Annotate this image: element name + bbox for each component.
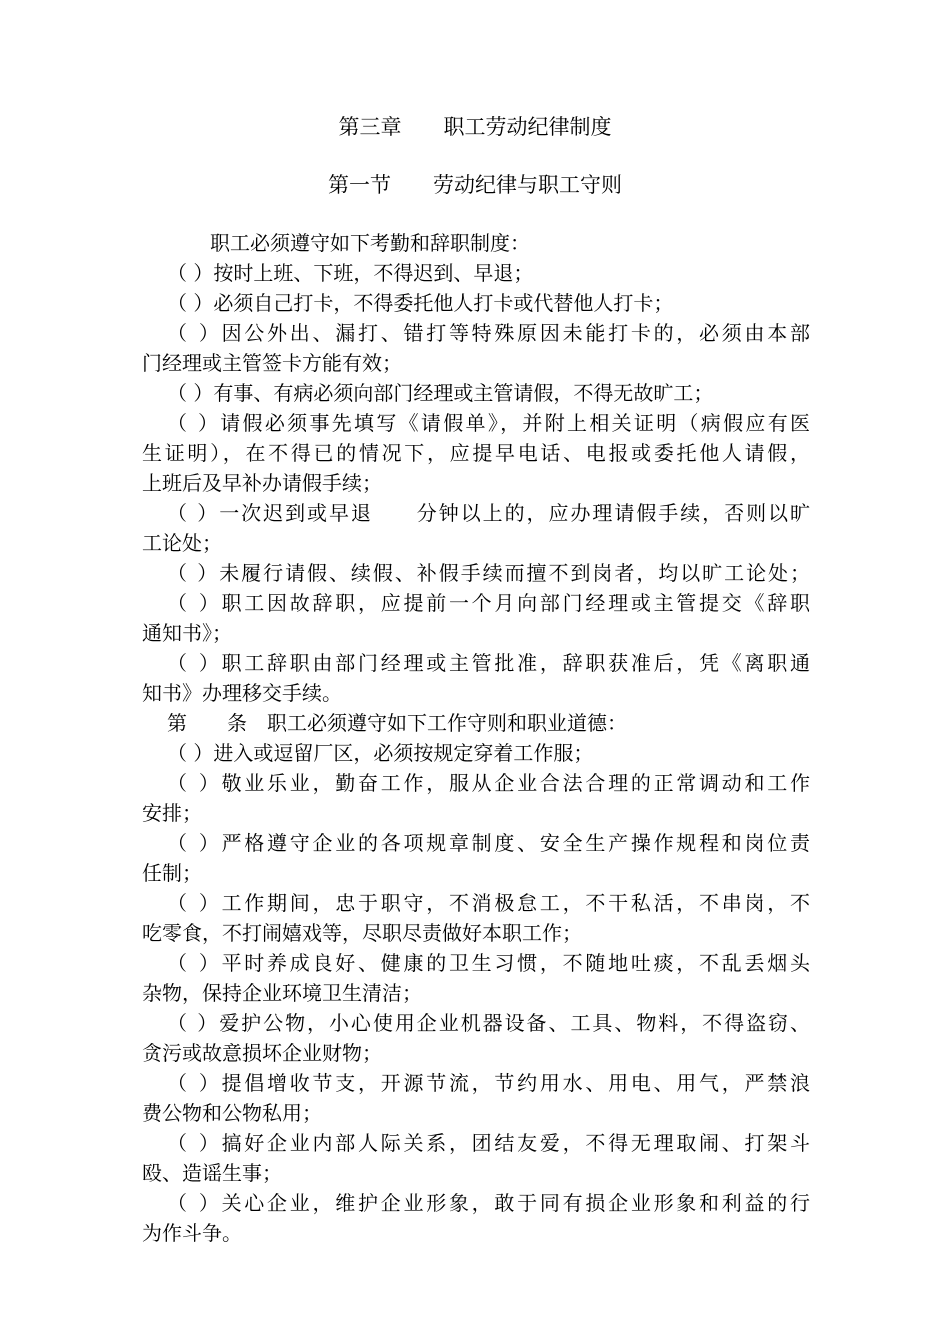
paragraph-line: （ ）提倡增收节支，开源节流，节约用水、用电、用气，严禁浪 xyxy=(167,1071,810,1095)
paragraph-line: 工论处； xyxy=(142,531,222,555)
paragraph-line: （ ）平时养成良好、健康的卫生习惯，不随地吐痰，不乱丢烟头 xyxy=(167,951,810,975)
paragraph-line: 通知书》； xyxy=(142,621,232,645)
paragraph-line: （ ）必须自己打卡，不得委托他人打卡或代替他人打卡； xyxy=(167,291,674,315)
paragraph-line: （ ）关心企业，维护企业形象，敢于同有损企业形象和利益的行 xyxy=(167,1191,810,1215)
paragraph-line: 为作斗争。 xyxy=(142,1221,242,1245)
paragraph-line: （ ）职工辞职由部门经理或主管批准，辞职获准后，凭《离职通 xyxy=(167,651,810,675)
paragraph-line: （ ）请假必须事先填写《请假单》，并附上相关证明（病假应有医 xyxy=(167,411,810,435)
paragraph-line: （ ）敬业乐业，勤奋工作，服从企业合法合理的正常调动和工作 xyxy=(167,771,810,795)
paragraph-line: 第 条 职工必须遵守如下工作守则和职业道德： xyxy=(167,711,627,735)
paragraph-line: 杂物，保持企业环境卫生清洁； xyxy=(142,981,422,1005)
paragraph-line: 上班后及早补办请假手续； xyxy=(142,471,382,495)
paragraph-line: （ ）爱护公物，小心使用企业机器设备、工具、物料，不得盗窃、 xyxy=(167,1011,810,1035)
paragraph-line: 知书》办理移交手续。 xyxy=(142,681,342,705)
paragraph-line: （ ）按时上班、下班，不得迟到、早退； xyxy=(167,261,534,285)
paragraph-line: 安排； xyxy=(142,801,202,825)
paragraph-line: （ ）搞好企业内部人际关系，团结友爱，不得无理取闹、打架斗 xyxy=(167,1131,810,1155)
paragraph-line: （ ）职工因故辞职，应提前一个月向部门经理或主管提交《辞职 xyxy=(167,591,810,615)
body-text xyxy=(142,228,810,1248)
paragraph-line: 职工必须遵守如下考勤和辞职制度： xyxy=(210,231,530,255)
paragraph-line: （ ）有事、有病必须向部门经理或主管请假，不得无故旷工； xyxy=(167,381,714,405)
paragraph-line: （ ）一次迟到或早退 分钟以上的，应办理请假手续，否则以旷 xyxy=(167,501,810,525)
paragraph-line: 吃零食，不打闹嬉戏等，尽职尽责做好本职工作； xyxy=(142,921,582,945)
paragraph-line: 任制； xyxy=(142,861,202,885)
paragraph-line: 生证明），在不得已的情况下，应提早电话、电报或委托他人请假， xyxy=(142,441,810,465)
section-title: 第一节 劳动纪律与职工守则 xyxy=(328,173,622,197)
paragraph-line: （ ）未履行请假、续假、补假手续而擅不到岗者，均以旷工论处； xyxy=(167,561,810,585)
paragraph-line: 费公物和公物私用； xyxy=(142,1101,322,1125)
paragraph-line: （ ）进入或逗留厂区，必须按规定穿着工作服； xyxy=(167,741,594,765)
paragraph-line: 门经理或主管签卡方能有效； xyxy=(142,351,402,375)
paragraph-line: （ ）严格遵守企业的各项规章制度、安全生产操作规程和岗位责 xyxy=(167,831,810,855)
paragraph-line: （ ）因公外出、漏打、错打等特殊原因未能打卡的，必须由本部 xyxy=(167,321,810,345)
paragraph-line: 贪污或故意损坏企业财物； xyxy=(142,1041,382,1065)
paragraph-line: （ ）工作期间，忠于职守，不消极怠工，不干私活，不串岗，不 xyxy=(167,891,810,915)
paragraph-line: 殴、造谣生事； xyxy=(142,1161,282,1185)
chapter-title: 第三章 职工劳动纪律制度 xyxy=(338,115,612,139)
